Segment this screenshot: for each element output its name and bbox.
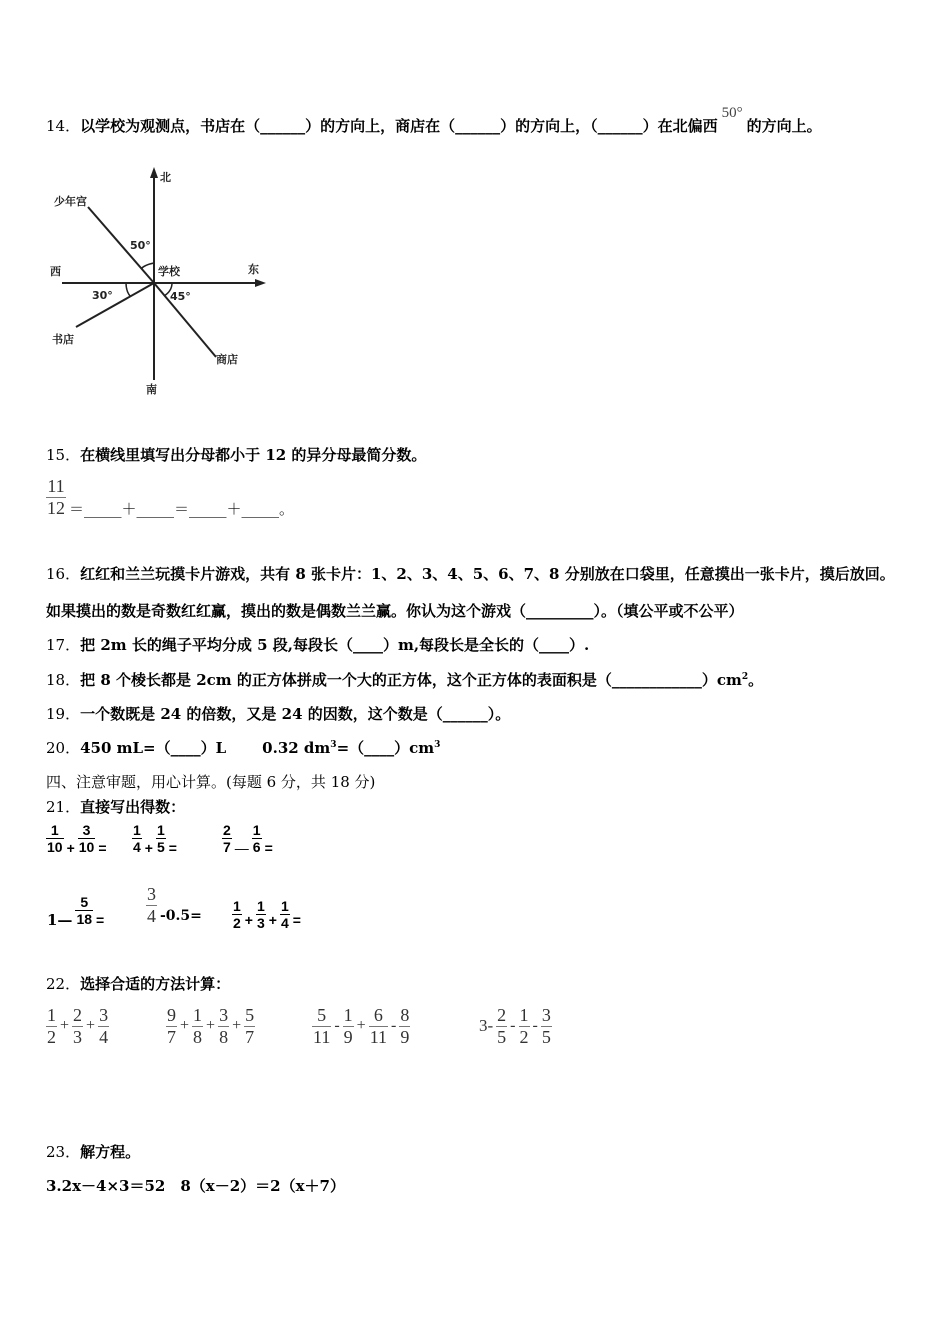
operator: - (510, 1017, 516, 1035)
q18-line (46, 669, 763, 690)
numerator: 1 (233, 898, 241, 914)
q15-frac-den: 12 (47, 497, 65, 518)
numerator: 3 (78, 822, 96, 839)
q21-expr-4 (46, 894, 105, 927)
label-east: 东 (248, 263, 259, 276)
operator: - (532, 1017, 538, 1035)
q17-text: 把 2m 长的绳子平均分成 5 段,每段长（____）m,每段长是全长的（____）. (80, 636, 590, 654)
denominator: 6 (252, 839, 261, 856)
fraction (132, 822, 142, 855)
denominator: 7 (245, 1026, 255, 1047)
numerator: 3 (99, 1005, 109, 1025)
denominator: 11 (313, 1026, 331, 1047)
q16-line2: 如果摸出的数是奇数红红赢，摸出的数是偶数兰兰赢。你认为这个游戏（_________）。（填公平或不公平） (46, 602, 744, 620)
prefix: 1— (47, 910, 73, 929)
operator: + (86, 1017, 96, 1035)
numerator: 9 (167, 1005, 176, 1025)
q21-expr-6 (230, 898, 302, 931)
q19-text: 一个数既是 24 的倍数，又是 24 的因数，这个数是（______）。 (80, 705, 511, 723)
denominator: 4 (99, 1026, 109, 1047)
q20-number: 20． (46, 739, 81, 757)
q20-sup-b: 3 (330, 740, 337, 750)
q22-expr-3 (310, 1005, 412, 1047)
denominator: 8 (193, 1026, 203, 1047)
q14-degree: 50° (721, 105, 743, 121)
q15-text: 在横线里填写出分母都小于 12 的异分母最简分数。 (80, 446, 427, 464)
denominator: 5 (497, 1026, 507, 1047)
fraction (312, 1005, 331, 1047)
denominator: 7 (167, 1026, 176, 1047)
denominator: 4 (147, 905, 156, 926)
operator: + (180, 1017, 190, 1035)
north-arrow-icon (150, 167, 158, 178)
operator: + (356, 1017, 366, 1035)
denominator: 2 (47, 1026, 56, 1047)
q18-text: 把 8 个棱长都是 2cm 的正方体拼成一个大的正方体，这个正方体的表面积是（____________）cm (80, 671, 742, 689)
numerator: 5 (245, 1005, 255, 1025)
q23-text: 解方程。 (80, 1143, 141, 1161)
q23-prompt (46, 1141, 140, 1162)
q15-prompt (46, 444, 426, 465)
fraction (399, 1005, 410, 1047)
fraction (541, 1005, 552, 1047)
q14-text-b: 的方向上。 (746, 117, 822, 135)
fraction (369, 1005, 388, 1047)
denominator: 8 (219, 1026, 229, 1047)
numerator: 1 (47, 1005, 56, 1025)
label-45: 45° (170, 290, 191, 303)
q21-prompt (46, 796, 185, 817)
denominator: 10 (78, 839, 95, 856)
label-50: 50° (130, 239, 151, 252)
operator: + (244, 911, 253, 928)
q22-expr-2 (164, 1005, 257, 1047)
operator: + (232, 1017, 242, 1035)
label-west: 西 (50, 265, 61, 278)
fraction (46, 1005, 57, 1047)
q23-number: 23． (46, 1143, 81, 1161)
fraction (78, 822, 96, 855)
numerator: 3 (147, 884, 156, 904)
q15-blanks: ＝_____＋_____＝_____＋_____。 (69, 499, 295, 518)
label-bookstore: 书店 (52, 333, 74, 346)
denominator: 4 (133, 839, 141, 856)
label-north: 北 (160, 171, 171, 184)
q20-part-a: 450 mL=（____）L (80, 739, 227, 757)
fraction (496, 1005, 507, 1047)
numerator: 3 (541, 1005, 551, 1025)
q21-expr-1 (44, 822, 108, 855)
fraction (46, 822, 64, 855)
q22-number: 22． (46, 975, 81, 993)
q18-sup: 2 (741, 672, 749, 682)
fraction (218, 1005, 229, 1047)
q21-expr-5 (144, 884, 203, 926)
numerator: 1 (193, 1005, 203, 1025)
operator: + (60, 1017, 70, 1035)
numerator: 1 (252, 822, 261, 838)
q22-expr-4 (478, 1005, 554, 1047)
fraction (252, 822, 262, 855)
q15-frac-num: 11 (47, 476, 65, 496)
fraction (192, 1005, 203, 1047)
numerator: 2 (73, 1005, 83, 1025)
q21-text: 直接写出得数： (80, 798, 186, 816)
denominator: 9 (343, 1026, 353, 1047)
section4-title: 四、注意审题，用心计算。(每题 6 分，共 18 分) (46, 773, 376, 791)
q15-number: 15． (46, 446, 81, 464)
operator: + (66, 839, 75, 856)
q14-line (46, 105, 822, 136)
numerator: 3 (219, 1005, 229, 1025)
numerator: 5 (312, 1005, 331, 1027)
denominator: 4 (280, 915, 289, 932)
numerator: 2 (497, 1005, 507, 1025)
numerator: 1 (256, 898, 265, 914)
numerator: 5 (75, 894, 93, 911)
q21-expr-2 (130, 822, 178, 855)
bookstore-ray (76, 283, 154, 327)
fraction (166, 1005, 177, 1047)
angle-arc-30 (126, 283, 130, 296)
operator: + (268, 911, 277, 928)
denominator: 11 (369, 1026, 388, 1047)
numerator: 1 (46, 822, 64, 839)
numerator: 1 (156, 822, 165, 838)
operator: — (234, 839, 249, 856)
denominator: 5 (541, 1026, 551, 1047)
equals: = (292, 911, 301, 928)
fraction (343, 1005, 354, 1047)
equals: = (98, 839, 107, 856)
label-palace: 少年宫 (54, 195, 87, 208)
operator: + (206, 1017, 216, 1035)
equals: = (96, 911, 105, 928)
label-shop: 商店 (216, 353, 238, 366)
east-arrow-icon (255, 279, 266, 287)
q16-number: 16． (46, 565, 81, 583)
q14-text-a: 以学校为观测点，书店在（______）的方向上，商店在（______）的方向上，（______）在北偏西 (80, 117, 718, 135)
fraction (256, 898, 266, 931)
denominator: 3 (256, 915, 265, 932)
angle-arc-50 (141, 263, 154, 269)
denominator: 2 (233, 915, 241, 932)
numerator: 1 (519, 1005, 529, 1025)
numerator: 6 (369, 1005, 388, 1027)
numerator: 8 (400, 1005, 410, 1025)
numerator: 1 (133, 822, 141, 838)
denominator: 18 (76, 911, 93, 928)
q19-line (46, 703, 510, 724)
q14-number: 14． (46, 117, 81, 135)
q16-text-line1: 红红和兰兰玩摸卡片游戏，共有 8 张卡片：1、2、3、4、5、6、7、8 分别放在口袋里，任意摸出一张卡片，摸后放回。 (80, 565, 895, 583)
fraction (72, 1005, 83, 1047)
fraction (98, 1005, 109, 1047)
direction-diagram (46, 165, 276, 397)
numerator: 1 (343, 1005, 353, 1025)
q17-number: 17． (46, 636, 81, 654)
q17-line (46, 634, 589, 655)
q15-fraction (46, 476, 66, 518)
q22-prompt (46, 973, 230, 994)
fraction (519, 1005, 530, 1047)
q20-line (46, 737, 440, 758)
equals: = (168, 839, 177, 856)
denominator: 2 (519, 1026, 529, 1047)
q23-equations: 3.2x－4×3＝52 8（x－2）＝2（x＋7） (46, 1177, 345, 1195)
operator: - (334, 1017, 340, 1035)
denominator: 5 (156, 839, 165, 856)
q20-sup-c: 3 (434, 740, 441, 750)
q19-number: 19． (46, 705, 81, 723)
q16-line1 (46, 563, 895, 584)
numerator: 2 (223, 822, 231, 838)
q15-equation (44, 476, 295, 518)
suffix: -0.5= (160, 908, 202, 925)
q18-end: 。 (748, 671, 764, 689)
q18-number: 18． (46, 671, 81, 689)
fraction (146, 884, 157, 926)
operator: - (391, 1017, 397, 1035)
denominator: 9 (400, 1026, 410, 1047)
fraction (156, 822, 166, 855)
q22-text: 选择合适的方法计算： (80, 975, 231, 993)
q21-expr-3 (220, 822, 274, 855)
numerator: 1 (280, 898, 289, 914)
q20-part-b: 0.32 dm (262, 739, 331, 757)
q20-part-c: =（____）cm (336, 739, 435, 757)
fraction (280, 898, 290, 931)
fraction (232, 898, 242, 931)
fraction (222, 822, 232, 855)
label-south: 南 (146, 383, 157, 396)
q21-number: 21． (46, 798, 81, 816)
denominator: 3 (73, 1026, 83, 1047)
prefix: 3- (479, 1016, 494, 1036)
denominator: 10 (47, 839, 63, 856)
fraction (75, 894, 93, 927)
operator: + (144, 839, 153, 856)
denominator: 7 (223, 839, 231, 856)
equals: = (264, 839, 273, 856)
label-30: 30° (92, 289, 113, 302)
label-school: 学校 (158, 265, 180, 278)
fraction (244, 1005, 255, 1047)
q22-expr-1 (44, 1005, 111, 1047)
